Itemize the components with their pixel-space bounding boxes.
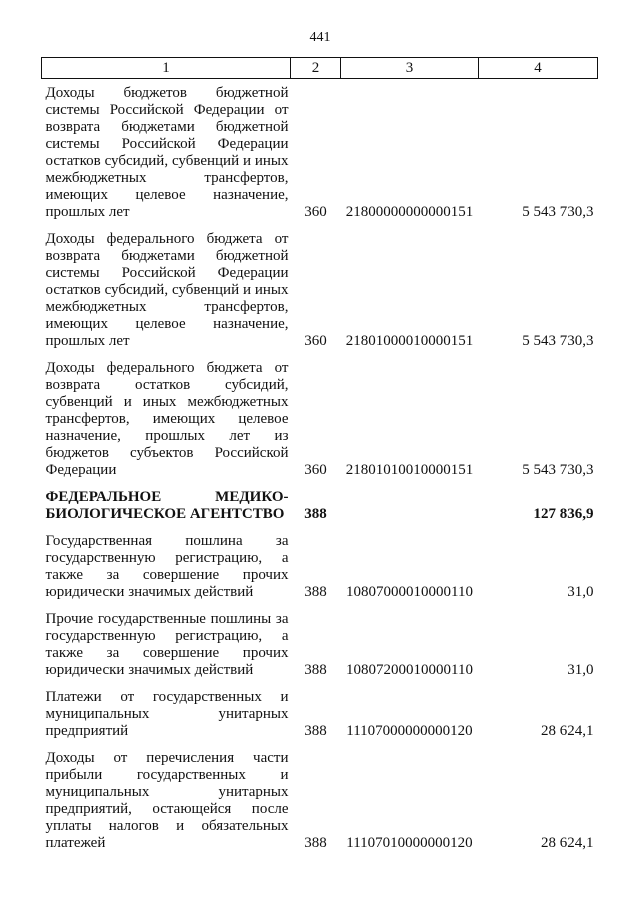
row-amount: 31,0 bbox=[567, 662, 594, 678]
row-admin-code: 388 bbox=[304, 584, 327, 600]
header-col-3: 3 bbox=[341, 58, 479, 79]
row-admin-code: 388 bbox=[304, 662, 327, 678]
row-name: Доходы федерального бюджета от возврата бюджетами бюджетной системы Российской Федерации остатков субсидий, субвенций и иных межбюджетных трансфертов, имеющих целевое назначение, прошлых лет bbox=[45, 231, 289, 349]
header-col-4: 4 bbox=[479, 58, 598, 79]
row-amount: 5 543 730,3 bbox=[522, 462, 594, 478]
budget-revenue-table bbox=[41, 57, 598, 852]
table-row-agency-heading bbox=[42, 479, 598, 523]
table-row bbox=[42, 221, 598, 350]
row-amount: 28 624,1 bbox=[541, 835, 594, 851]
table-row bbox=[42, 523, 598, 601]
row-name: Доходы бюджетов бюджетной системы Российской Федерации от возврата бюджетами бюджетной системы Российской Федерации остатков субсидий, субвенций и иных межбюджетных трансфертов, имеющих целевое назначение, прошлых лет bbox=[45, 85, 289, 220]
row-admin-code: 360 bbox=[304, 462, 327, 478]
row-kbk-code: 11107000000000120 bbox=[346, 723, 473, 739]
row-kbk-code bbox=[341, 479, 479, 523]
page-number: 441 bbox=[309, 30, 331, 45]
row-name: Государственная пошлина за государственную регистрацию, а также за совершение прочих юридически значимых действий bbox=[45, 533, 289, 600]
table-body bbox=[42, 79, 598, 853]
row-name: Платежи от государственных и муниципальных унитарных предприятий bbox=[45, 689, 289, 739]
row-admin-code: 388 bbox=[304, 835, 327, 851]
row-admin-code: 360 bbox=[304, 333, 327, 349]
row-kbk-code: 21801000010000151 bbox=[345, 333, 474, 349]
row-kbk-code: 21800000000000151 bbox=[345, 204, 474, 220]
header-col-2: 2 bbox=[291, 58, 341, 79]
table-header-row bbox=[42, 58, 598, 79]
table-row bbox=[42, 679, 598, 740]
row-kbk-code: 10807000010000110 bbox=[346, 584, 473, 600]
table-row bbox=[42, 79, 598, 222]
table-header bbox=[42, 58, 598, 79]
row-kbk-code: 21801010010000151 bbox=[345, 462, 474, 478]
row-admin-code: 388 bbox=[304, 506, 327, 522]
row-kbk-code: 10807200010000110 bbox=[346, 662, 473, 678]
row-name: Прочие государственные пошлины за государственную регистрацию, а также за совершение прочих юридически значимых действий bbox=[45, 611, 289, 678]
table-row bbox=[42, 601, 598, 679]
table-row bbox=[42, 740, 598, 852]
row-admin-code: 360 bbox=[304, 204, 327, 220]
row-name: Доходы федерального бюджета от возврата остатков субсидий, субвенций и иных межбюджетных трансфертов, имеющих целевое назначение, прошлых лет из бюджетов субъектов Российской Федерации bbox=[45, 360, 289, 478]
row-amount: 31,0 bbox=[567, 584, 594, 600]
row-name: Доходы от перечисления части прибыли государственных и муниципальных унитарных предприятий, остающейся после уплаты налогов и обязательных платежей bbox=[45, 750, 289, 851]
row-amount: 5 543 730,3 bbox=[522, 204, 594, 220]
table-row bbox=[42, 350, 598, 479]
row-amount: 127 836,9 bbox=[533, 506, 594, 522]
row-admin-code: 388 bbox=[304, 723, 327, 739]
row-kbk-code: 11107010000000120 bbox=[346, 835, 473, 851]
row-amount: 5 543 730,3 bbox=[522, 333, 594, 349]
row-amount: 28 624,1 bbox=[541, 723, 594, 739]
header-col-1: 1 bbox=[42, 58, 291, 79]
row-name: ФЕДЕРАЛЬНОЕ МЕДИКО-БИОЛОГИЧЕСКОЕ АГЕНТСТВО bbox=[45, 489, 289, 522]
